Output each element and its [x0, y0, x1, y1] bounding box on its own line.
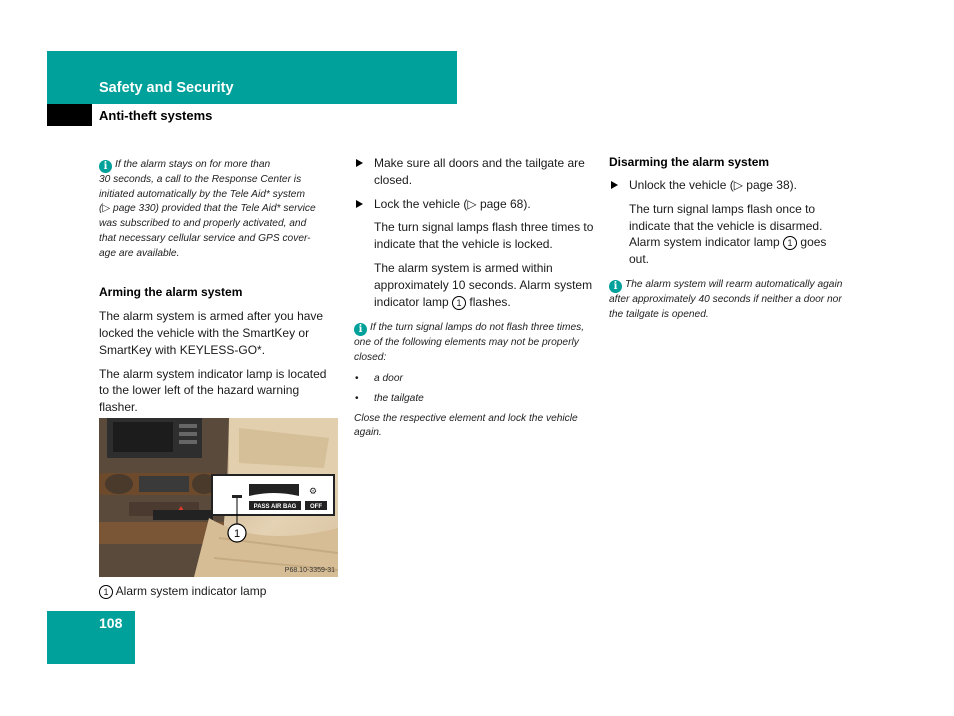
info-icon: i	[609, 280, 622, 293]
chapter-tab	[47, 104, 92, 126]
result-disarmed: The turn signal lamps flash once to indicate that the vehicle is disarmed. Alarm system indicator lamp 1 goes out.	[629, 201, 827, 267]
indicator-lamp-number: 1	[452, 296, 466, 310]
step-close-doors: Make sure all doors and the tailgate are closed.	[354, 155, 594, 189]
column-2	[354, 155, 594, 441]
arming-paragraph-2: The alarm system indicator lamp is located to the lower left of the hazard warning flasher.	[99, 366, 327, 415]
step-arrow-icon	[356, 159, 363, 167]
photo-caption	[99, 584, 266, 599]
info-icon: i	[354, 323, 367, 336]
step-lock-vehicle: Lock the vehicle (▷ page 68).	[354, 196, 594, 213]
bullet-door: • a door	[355, 372, 403, 384]
turn-signal-note: i If the turn signal lamps do not flash three times, one of the following elements may not be properly closed:	[354, 322, 585, 364]
step-arrow-icon	[356, 200, 363, 208]
photo-callout-1: 1	[233, 528, 241, 540]
bullet-dot-icon: •	[355, 372, 359, 384]
step-arrow-icon	[611, 181, 618, 189]
pass-air-bag-label: PASS AIR BAG	[253, 504, 297, 510]
section-title: Safety and Security	[99, 80, 234, 96]
indicator-lamp-number: 1	[783, 236, 797, 250]
dashboard-illustration	[99, 418, 338, 577]
column-3	[609, 155, 849, 322]
off-label: OFF	[310, 504, 322, 510]
page-number: 108	[99, 615, 123, 631]
dashboard-photo	[99, 418, 338, 577]
arming-paragraph-1: The alarm system is armed after you have locked the vehicle with the SmartKey or SmartKey with KEYLESS-GO*.	[99, 309, 324, 357]
disarming-heading: Disarming the alarm system	[609, 155, 770, 169]
rearm-note: i The alarm system will rearm automatically again after approximately 40 seconds if neither a door nor the tailgate is opened.	[609, 278, 843, 320]
column-1	[99, 158, 339, 416]
bullet-tailgate: • the tailgate	[355, 392, 424, 404]
result-locked: The turn signal lamps flash three times to indicate that the vehicle is locked.	[374, 220, 594, 252]
photo-reference-code: P68.10-3359-31	[284, 567, 335, 574]
result-armed: The alarm system is armed within approximately 10 seconds. Alarm system indicator lamp 1 flashes.	[374, 260, 593, 309]
airbag-icon: ⚙	[309, 487, 318, 497]
caption-number: 1	[99, 585, 113, 599]
info-icon: i	[99, 160, 112, 173]
step-unlock-vehicle: Unlock the vehicle (▷ page 38).	[609, 177, 849, 194]
arming-heading: Arming the alarm system	[99, 285, 243, 300]
close-element-note: Close the respective element and lock the vehicle again.	[354, 412, 578, 439]
caption-text: Alarm system indicator lamp	[115, 584, 267, 598]
alarm-response-note: i If the alarm stays on for more than 30 seconds, a call to the Response Center is initiated automatically by the Tele Aid* system (▷ page 330) provided that the Tele Aid* service was subscribed to and properly activated, and that necessary cellular service and GPS cover- age are available.	[99, 159, 316, 259]
subsection-title: Anti-theft systems	[99, 108, 213, 123]
header-band	[47, 51, 457, 104]
bullet-dot-icon: •	[355, 392, 359, 404]
